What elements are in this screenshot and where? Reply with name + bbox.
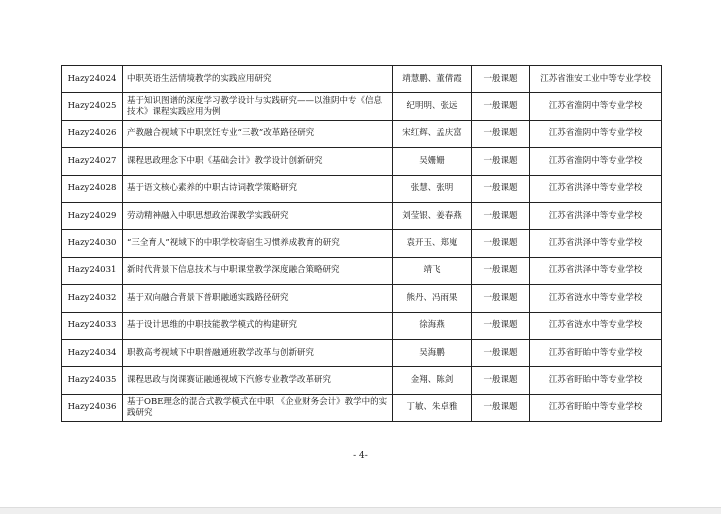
project-unit-cell: 江苏省洪泽中等专业学校 — [530, 230, 662, 257]
project-unit-cell: 江苏省涟水中等专业学校 — [530, 312, 662, 339]
project-type-cell: 一般课题 — [472, 367, 530, 394]
project-unit-cell: 江苏省洪泽中等专业学校 — [530, 175, 662, 202]
project-type-cell: 一般课题 — [472, 120, 530, 147]
table-row — [62, 93, 662, 120]
project-authors-cell: 吴姗姗 — [393, 148, 472, 175]
project-authors-cell: 熊丹、冯雨果 — [393, 285, 472, 312]
project-code-cell: Hazy24031 — [62, 257, 123, 284]
project-code-cell: Hazy24033 — [62, 312, 123, 339]
page-number: - 4- — [353, 451, 368, 461]
project-authors-cell: 袁开玉、郑嵬 — [393, 230, 472, 257]
project-type-cell: 一般课题 — [472, 148, 530, 175]
table-row — [62, 339, 662, 366]
project-code-cell: Hazy24034 — [62, 339, 123, 366]
project-type-cell: 一般课题 — [472, 202, 530, 229]
project-unit-cell: 江苏省淮阴中等专业学校 — [530, 93, 662, 120]
project-title-cell: 产教融合视域下中职烹饪专业“三教”改革路径研究 — [123, 120, 393, 147]
table-body — [62, 66, 662, 422]
table-row — [62, 394, 662, 421]
project-authors-cell: 靖飞 — [393, 257, 472, 284]
table-row — [62, 230, 662, 257]
project-code-cell: Hazy24035 — [62, 367, 123, 394]
project-type-cell: 一般课题 — [472, 285, 530, 312]
project-authors-cell: 纪明明、张远 — [393, 93, 472, 120]
project-authors-cell: 张慧、张明 — [393, 175, 472, 202]
table-row — [62, 66, 662, 93]
project-unit-cell: 江苏省盱眙中等专业学校 — [530, 367, 662, 394]
project-code-cell: Hazy24026 — [62, 120, 123, 147]
project-code-cell: Hazy24027 — [62, 148, 123, 175]
project-type-cell: 一般课题 — [472, 175, 530, 202]
table-row — [62, 257, 662, 284]
project-unit-cell: 江苏省盱眙中等专业学校 — [530, 394, 662, 421]
project-title-cell: 职教高考视域下中职普融通班教学改革与创新研究 — [123, 339, 393, 366]
project-title-cell: 中职英语生活情境教学的实践应用研究 — [123, 66, 393, 93]
project-title-cell: 课程思政理念下中职《基础会计》教学设计创新研究 — [123, 148, 393, 175]
table-row — [62, 367, 662, 394]
project-unit-cell: 江苏省洪泽中等专业学校 — [530, 257, 662, 284]
project-unit-cell: 江苏省淮安工业中等专业学校 — [530, 66, 662, 93]
project-type-cell: 一般课题 — [472, 257, 530, 284]
project-type-cell: 一般课题 — [472, 394, 530, 421]
project-title-cell: 课程思政与岗课赛证融通视域下汽修专业教学改革研究 — [123, 367, 393, 394]
project-unit-cell: 江苏省淮阴中等专业学校 — [530, 120, 662, 147]
project-type-cell: 一般课题 — [472, 312, 530, 339]
project-authors-cell: 丁敏、朱卓雅 — [393, 394, 472, 421]
project-type-cell: 一般课题 — [472, 339, 530, 366]
table-row — [62, 202, 662, 229]
project-code-cell: Hazy24036 — [62, 394, 123, 421]
project-authors-cell: 吴海鹏 — [393, 339, 472, 366]
project-title-cell: 劳动精神融入中职思想政治课教学实践研究 — [123, 202, 393, 229]
project-code-cell: Hazy24024 — [62, 66, 123, 93]
project-code-cell: Hazy24030 — [62, 230, 123, 257]
project-authors-cell: 靖慧鹏、董倩霞 — [393, 66, 472, 93]
project-table — [61, 65, 662, 422]
project-title-cell: 基于知识图谱的深度学习教学设计与实践研究——以淮阴中专《信息技术》课程实践应用为例 — [123, 93, 393, 120]
table-row — [62, 148, 662, 175]
project-code-cell: Hazy24028 — [62, 175, 123, 202]
project-code-cell: Hazy24025 — [62, 93, 123, 120]
project-code-cell: Hazy24032 — [62, 285, 123, 312]
project-authors-cell: 金翔、陈剑 — [393, 367, 472, 394]
project-type-cell: 一般课题 — [472, 66, 530, 93]
project-authors-cell: 徐海燕 — [393, 312, 472, 339]
project-type-cell: 一般课题 — [472, 93, 530, 120]
project-title-cell: 基于语文核心素养的中职古诗词教学策略研究 — [123, 175, 393, 202]
project-code-cell: Hazy24029 — [62, 202, 123, 229]
project-title-cell: “三全育人”视域下的中职学校寄宿生习惯养成教育的研究 — [123, 230, 393, 257]
project-authors-cell: 宋红辉、孟庆富 — [393, 120, 472, 147]
table-row — [62, 120, 662, 147]
project-authors-cell: 刘莹银、姜春燕 — [393, 202, 472, 229]
project-unit-cell: 江苏省涟水中等专业学校 — [530, 285, 662, 312]
project-type-cell: 一般课题 — [472, 230, 530, 257]
project-title-cell: 基于OBE理念的混合式教学模式在中职 《企业财务会计》教学中的实践研究 — [123, 394, 393, 421]
table-row — [62, 285, 662, 312]
project-title-cell: 基于双向融合背景下普职融通实践路径研究 — [123, 285, 393, 312]
table-row — [62, 175, 662, 202]
project-title-cell: 基于设计思维的中职技能教学模式的构建研究 — [123, 312, 393, 339]
project-title-cell: 新时代背景下信息技术与中职课堂教学深度融合策略研究 — [123, 257, 393, 284]
project-unit-cell: 江苏省盱眙中等专业学校 — [530, 339, 662, 366]
project-unit-cell: 江苏省淮阴中等专业学校 — [530, 148, 662, 175]
project-unit-cell: 江苏省洪泽中等专业学校 — [530, 202, 662, 229]
table-row — [62, 312, 662, 339]
